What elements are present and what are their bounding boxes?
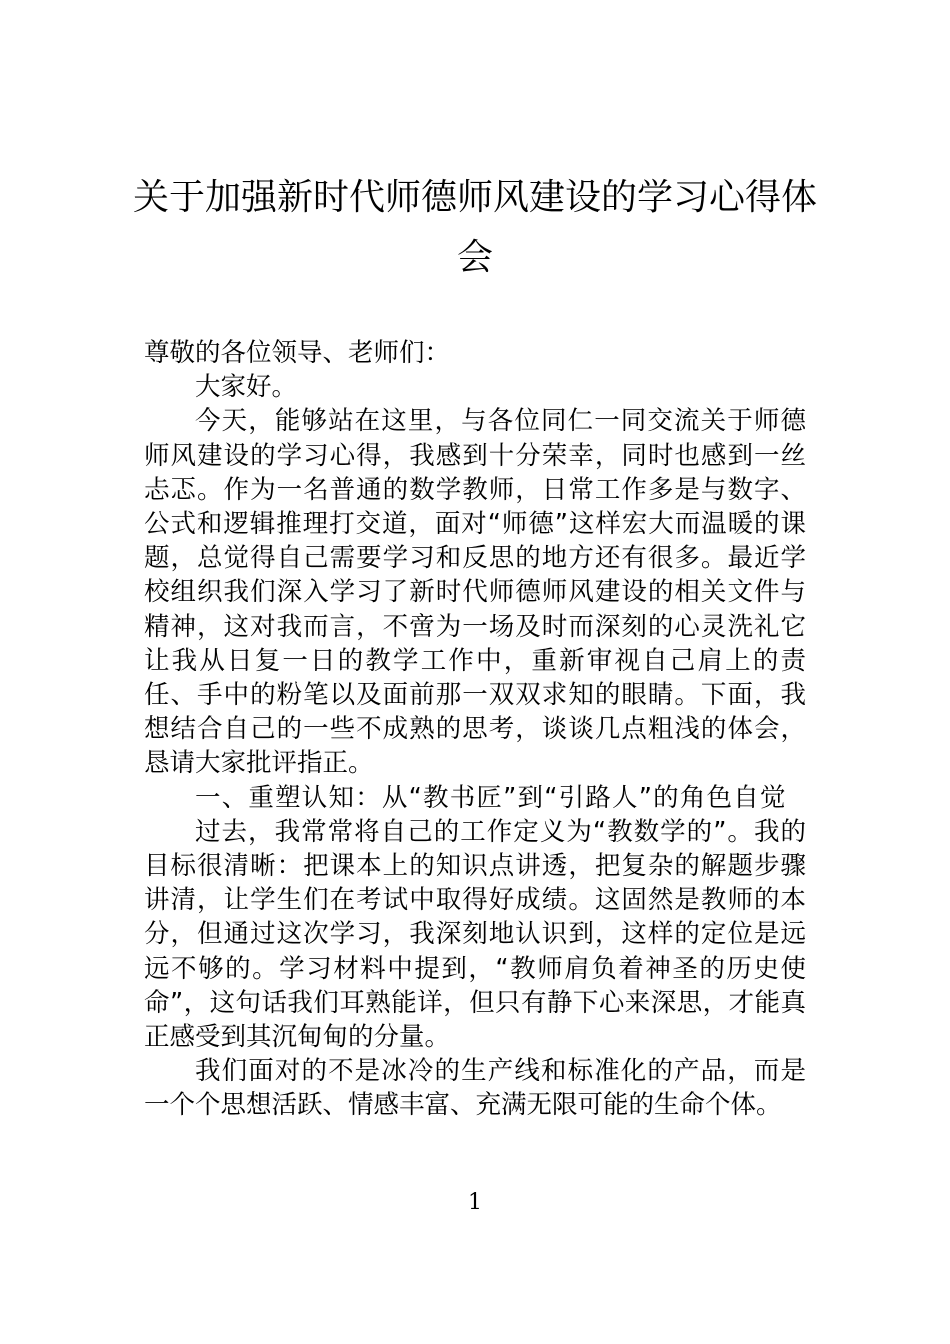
section-heading: 一、重塑认知：从“教书匠”到“引路人”的角色自觉 — [195, 782, 787, 813]
document-body — [144, 336, 806, 1123]
page-number: 1 — [468, 1190, 482, 1215]
document-title: 关于加强新时代师德师风建设的学习心得体会 — [132, 177, 817, 278]
body-paragraph: 我们面对的不是冰冷的生产线和标准化的产品，而是一个个思想活跃、情感丰富、充满无限可能的生命个体。 — [144, 1056, 806, 1121]
body-paragraph: 过去，我常常将自己的工作定义为“教数学的”。我的目标很清晰：把课本上的知识点讲透，把复杂的解题步骤讲清，让学生们在考试中取得好成绩。这固然是教师的本分，但通过这次学习，我深刻地认识到，这样的定位是远远不够的。学习材料中提到，“教师肩负着神圣的历史使命”，这句话我们耳熟能详，但只有静下心来深思，才能真正感受到其沉甸甸的分量。 — [144, 816, 806, 1053]
intro-paragraph: 今天，能够站在这里，与各位同仁一同交流关于师德师风建设的学习心得，我感到十分荣幸，同时也感到一丝忐忑。作为一名普通的数学教师，日常工作多是与数字、公式和逻辑推理打交道，面对“师德”这样宏大而温暖的课题，总觉得自己需要学习和反思的地方还有很多。最近学校组织我们深入学习了新时代师德师风建设的相关文件与精神，这对我而言，不啻为一场及时而深刻的心灵洗礼它让我从日复一日的教学工作中，重新审视自己肩上的责任、手中的粉笔以及面前那一双双求知的眼睛。下面，我想结合自己的一些不成熟的思考，谈谈几点粗浅的体会，恳请大家批评指正。 — [144, 406, 806, 779]
salutation: 尊敬的各位领导、老师们： — [144, 338, 451, 368]
greeting: 大家好。 — [195, 372, 298, 403]
